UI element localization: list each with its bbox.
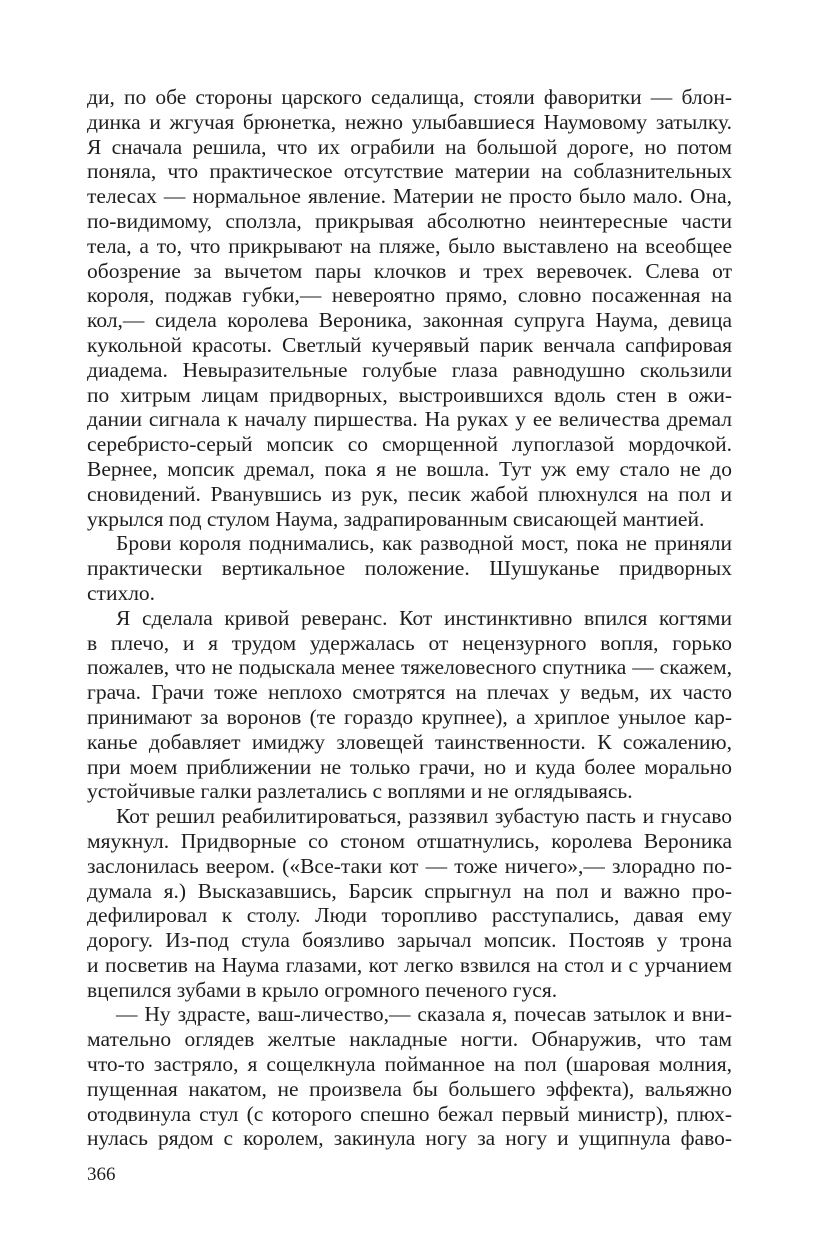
paragraph-first-line: — Ну здрасте, ваш-личество,— сказала я, почесав затылок и вни- bbox=[116, 1002, 732, 1027]
text-line: практически вертикальное положение. Шушуканье придворных bbox=[87, 556, 732, 581]
text-line: кол,— сидела королева Вероника, законная супруга Наума, девица bbox=[87, 308, 732, 333]
text-line: мательно оглядев желтые накладные ногти. Обнаружив, что там bbox=[87, 1027, 732, 1052]
text-line: дании сигнала к началу пиршества. На руках у ее величества дремал bbox=[87, 407, 732, 432]
text-line: что-то застряло, я сощелкнула пойманное на пол (шаровая молния, bbox=[87, 1052, 732, 1077]
text-line: укрылся под стулом Наума, задрапированным свисающей мантией. bbox=[87, 506, 705, 531]
text-line: сновидений. Рванувшись из рук, песик жабой плюхнулся на пол и bbox=[87, 481, 732, 506]
text-line: поняла, что практическое отсутствие материи на соблазнительных bbox=[87, 159, 732, 184]
text-line: серебристо-серый мопсик со сморщенной лупоглазой мордочкой. bbox=[87, 432, 732, 457]
text-line: короля, поджав губки,— невероятно прямо, словно посаженная на bbox=[87, 283, 732, 308]
text-line: пожалев, что не подыскала менее тяжеловесного спутника — скажем, bbox=[87, 655, 732, 680]
text-line: грача. Грачи тоже неплохо смотрятся на плечах у ведьм, их часто bbox=[87, 680, 732, 705]
page-number: 366 bbox=[87, 1164, 116, 1185]
text-line: мяукнул. Придворные со стоном отшатнулись, королева Вероника bbox=[87, 828, 732, 853]
text-line: думала я.) Высказавшись, Барсик спрыгнул на пол и важно про- bbox=[87, 878, 732, 903]
text-line: ди, по обе стороны царского седалища, стояли фаворитки — блон- bbox=[87, 85, 732, 109]
text-line: принимают за воронов (те гораздо крупнее), а хриплое унылое кар- bbox=[87, 704, 732, 729]
text-line: дорогу. Из-под стула боязливо зарычал мопсик. Постояв у трона bbox=[87, 928, 732, 953]
text-line: телесах — нормальное явление. Материи не просто было мало. Она, bbox=[87, 184, 732, 209]
text-line: заслонилась веером. («Все-таки кот — тоже ничего»,— злорадно по- bbox=[87, 853, 732, 878]
text-line: стихло. bbox=[87, 580, 156, 605]
text-line: нулась рядом с королем, закинула ногу за ногу и ущипнула фаво- bbox=[87, 1126, 732, 1151]
body-text bbox=[87, 85, 732, 1151]
text-line: по-видимому, сползла, прикрывая абсолютно неинтересные части bbox=[87, 208, 732, 233]
text-line: Вернее, мопсик дремал, пока я не вошла. Тут уж ему стало не до bbox=[87, 456, 732, 481]
paragraph-first-line: Кот решил реабилитироваться, раззявил зубастую пасть и гнусаво bbox=[116, 804, 732, 829]
text-line: устойчивые галки разлетались с воплями и не оглядываясь. bbox=[87, 779, 633, 804]
text-line: динка и жгучая брюнетка, нежно улыбавшиеся Наумовому затылку. bbox=[87, 109, 732, 134]
paragraph-first-line: Брови короля поднимались, как разводной мост, пока не приняли bbox=[116, 531, 732, 556]
text-line: вцепился зубами в крыло огромного печеного гуся. bbox=[87, 977, 558, 1002]
text-line: Я сначала решила, что их ограбили на большой дороге, но потом bbox=[87, 134, 732, 159]
text-line: в плечо, и я трудом удержалась от нецензурного вопля, горько bbox=[87, 630, 732, 655]
text-line: при моем приближении не только грачи, но и куда более морально bbox=[87, 754, 732, 779]
text-line: канье добавляет имиджу зловещей таинственности. К сожалению, bbox=[87, 729, 732, 754]
text-line: тела, а то, что прикрывают на пляже, было выставлено на всеобщее bbox=[87, 233, 732, 258]
text-line: пущенная накатом, не произвела бы большего эффекта), вальяжно bbox=[87, 1076, 732, 1101]
text-line: диадема. Невыразительные голубые глаза равнодушно скользили bbox=[87, 357, 732, 382]
text-line: кукольной красоты. Светлый кучерявый парик венчала сапфировая bbox=[87, 332, 732, 357]
text-line: обозрение за вычетом пары клочков и трех веревочек. Слева от bbox=[87, 258, 732, 283]
paragraph-first-line: Я сделала кривой реверанс. Кот инстинктивно впился когтями bbox=[116, 605, 732, 630]
text-line: и посветив на Наума глазами, кот легко взвился на стол и с урчанием bbox=[87, 952, 732, 977]
text-line: по хитрым лицам придворных, выстроившихся вдоль стен в ожи- bbox=[87, 382, 732, 407]
text-line: отодвинула стул (с которого спешно бежал первый министр), плюх- bbox=[87, 1101, 732, 1126]
text-line: дефилировал к столу. Люди торопливо расступались, давая ему bbox=[87, 903, 732, 928]
